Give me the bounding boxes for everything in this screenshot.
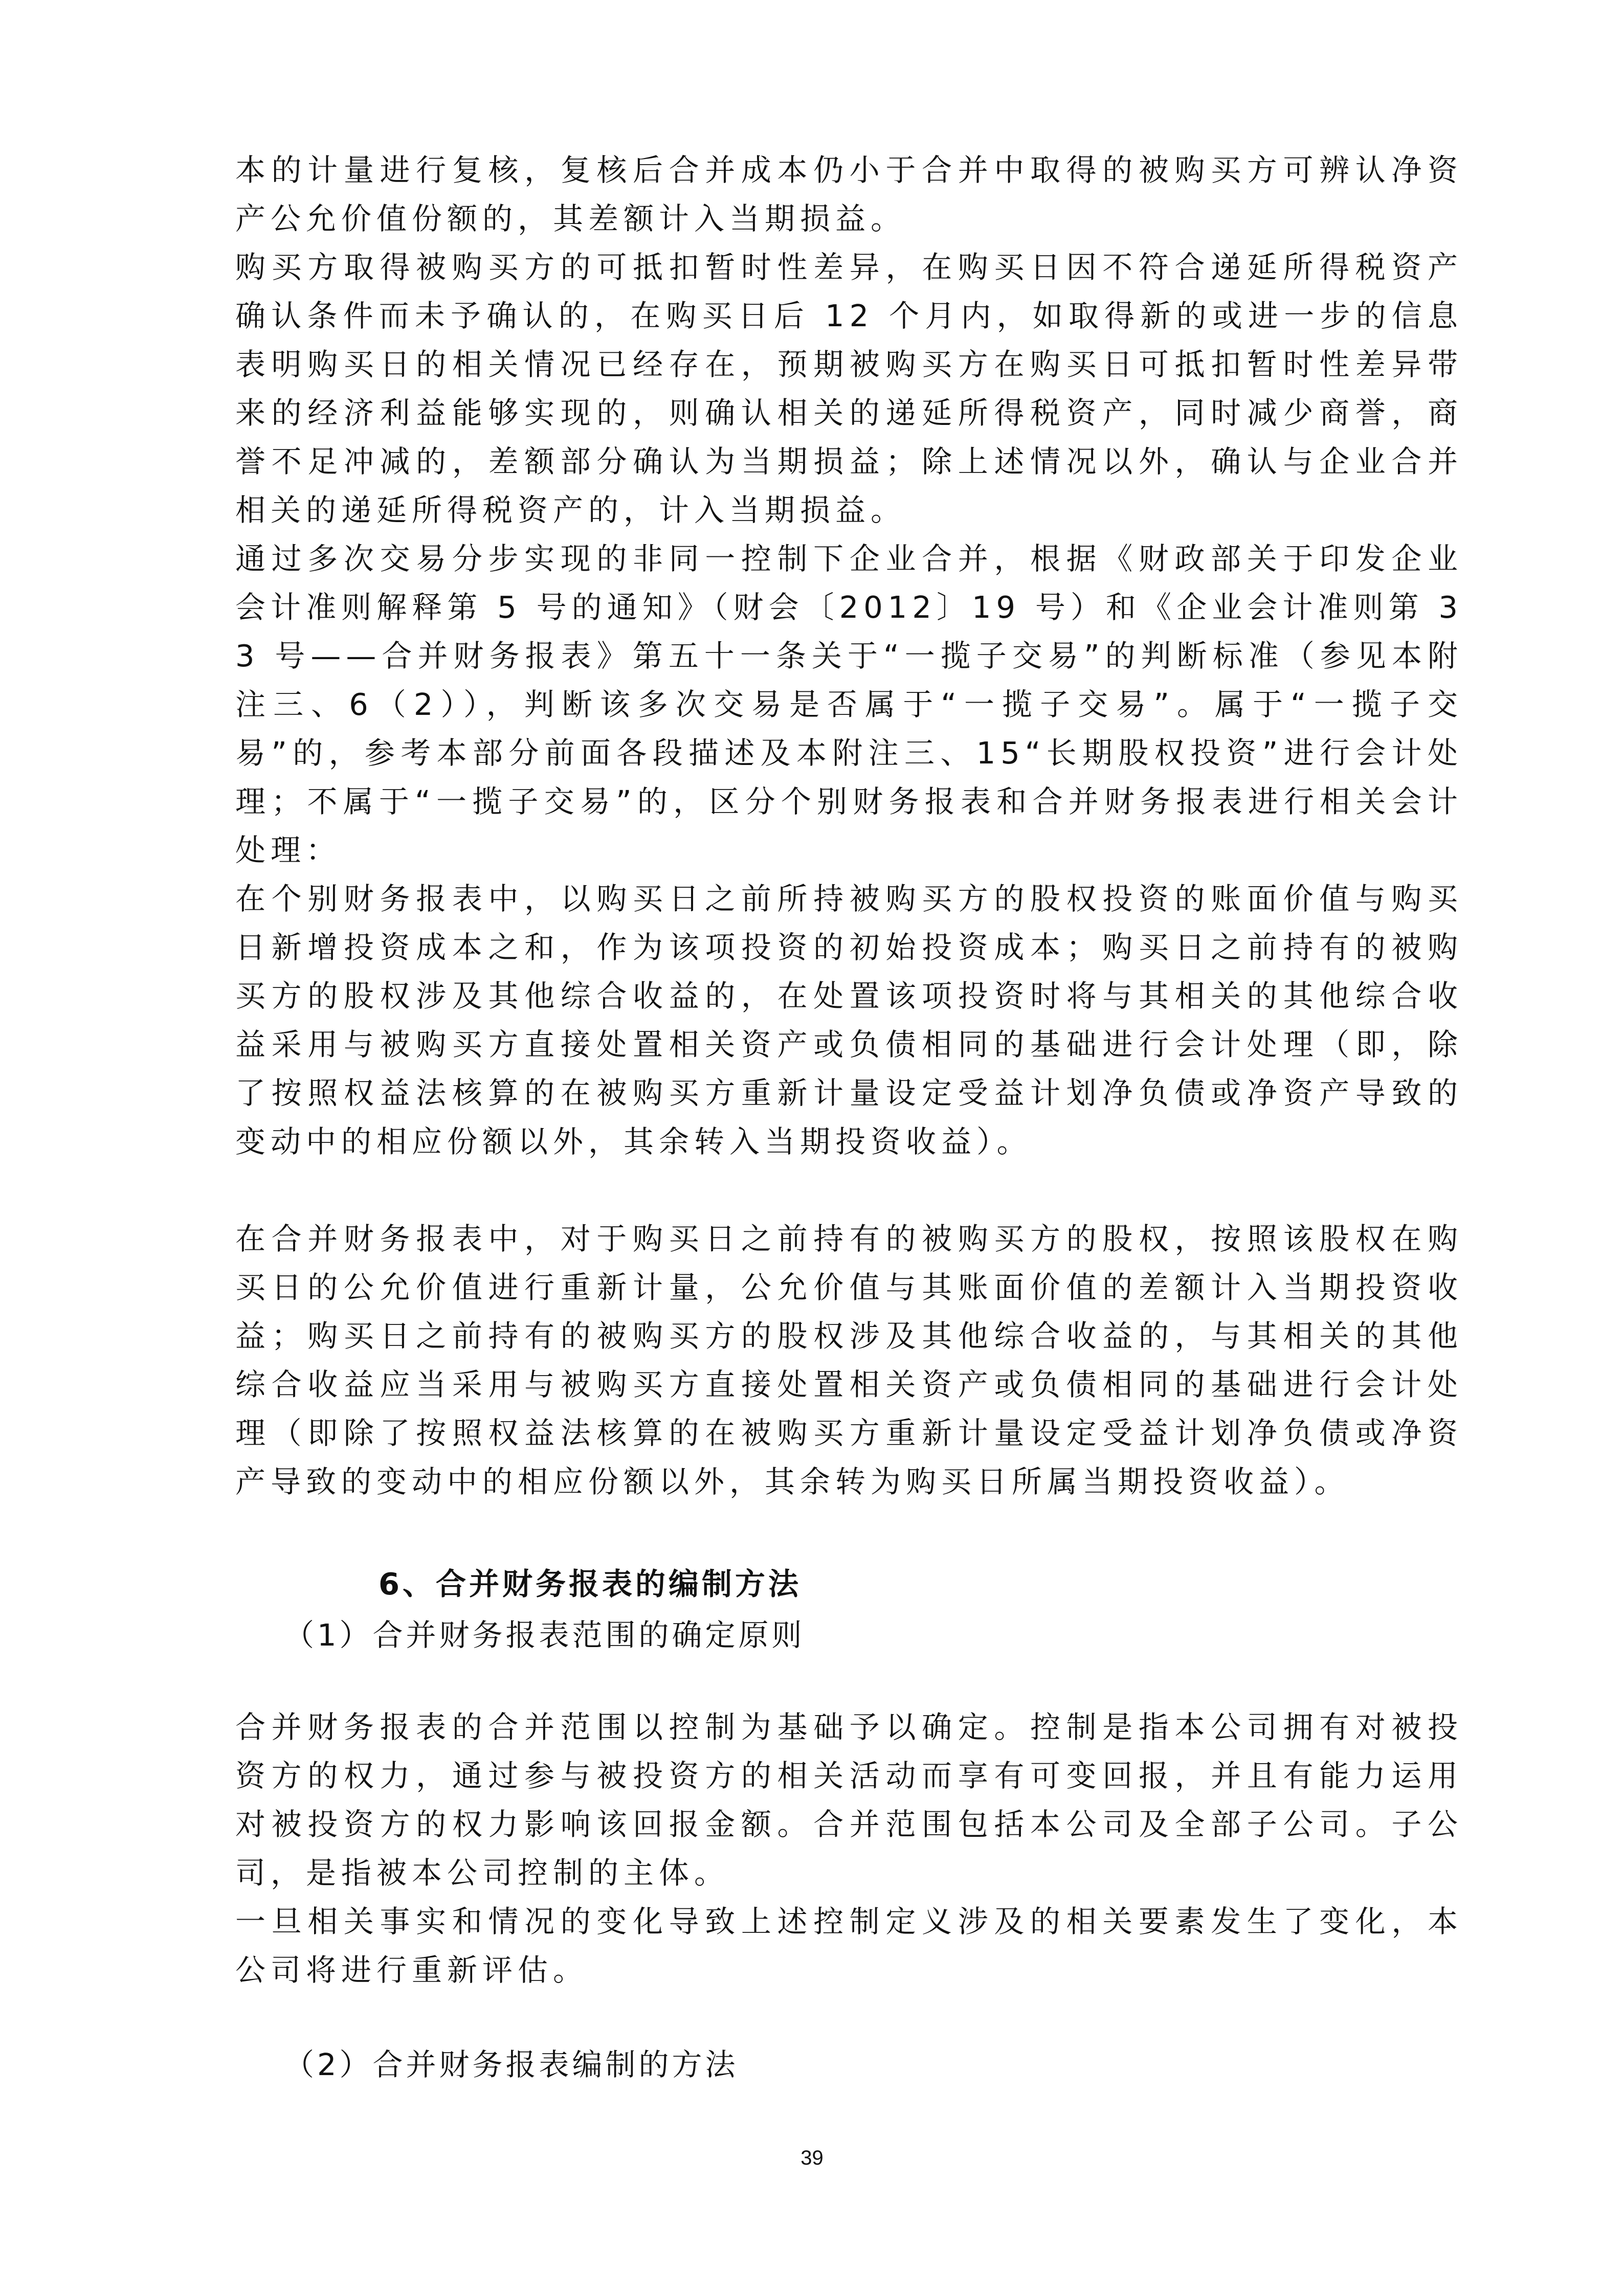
subheading-scope-principle: （1）合并财务报表范围的确定原则 — [284, 1617, 805, 1653]
paragraph-consolidated-statements: 在合并财务报表中，对于购买日之前持有的被购买方的股权，按照该股权在购买日的公允价值进行重新计量，公允价值与其账面价值的差额计入当期投资收益；购买日之前持有的被购买方的股权涉及其他综合收益的，与其相关的其他综合收益应当采用与被购买方直接处置相关资产或负债相同的基础进行会计处理（即除了按照权益法核算的在被购买方重新计量设定受益计划净负债或净资产导致的变动中的相应份额以外，其余转为购买日所属当期投资收益）。 — [235, 1221, 1463, 1499]
paragraph-separate-statements: 在个别财务报表中，以购买日之前所持被购买方的股权投资的账面价值与购买日新增投资成本之和，作为该项投资的初始投资成本；购买日之前持有的被购买方的股权涉及其他综合收益的，在处置该项投资时将与其相关的其他综合收益采用与被购买方直接处置相关资产或负债相同的基础进行会计处理（即，除了按照权益法核算的在被购买方重新计量设定受益计划净负债或净资产导致的变动中的相应份额以外，其余转入当期投资收益）。 — [235, 881, 1463, 1159]
section-heading-6: 6、合并财务报表的编制方法 — [379, 1566, 802, 1602]
paragraph-consolidation-scope: 合并财务报表的合并范围以控制为基础予以确定。控制是指本公司拥有对被投资方的权力，通过参与被投资方的相关活动而享有可变回报，并且有能力运用对被投资方的权力影响该回报金额。合并范围包括本公司及全部子公司。子公司，是指被本公司控制的主体。 — [235, 1709, 1463, 1890]
paragraph-deductible-temporary-difference: 购买方取得被购买方的可抵扣暂时性差异，在购买日因不符合递延所得税资产确认条件而未予确认的，在购买日后 12 个月内，如取得新的或进一步的信息表明购买日的相关情况已经存在，预期被购买方在购买日可抵扣暂时性差异带来的经济利益能够实现的，则确认相关的递延所得税资产，同时减少商誉，商誉不足冲减的，差额部分确认为当期损益；除上述情况以外，确认与企业合并相关的递延所得税资产的，计入当期损益。 — [235, 250, 1463, 528]
paragraph-reassessment: 一旦相关事实和情况的变化导致上述控制定义涉及的相关要素发生了变化，本公司将进行重新评估。 — [235, 1904, 1463, 1988]
subheading-preparation-method: （2）合并财务报表编制的方法 — [284, 2047, 739, 2082]
paragraph-merge-cost-review: 本的计量进行复核，复核后合并成本仍小于合并中取得的被购买方可辨认净资产公允价值份额的，其差额计入当期损益。 — [235, 152, 1463, 236]
page-number: 39 — [800, 2147, 824, 2169]
paragraph-step-acquisition: 通过多次交易分步实现的非同一控制下企业合并，根据《财政部关于印发企业会计准则解释第 5 号的通知》（财会〔2012〕19 号）和《企业会计准则第 33 号——合并财务报表》第五十一条关于“一揽子交易”的判断标准（参见本附注三、6（2）），判断该多次交易是否属于“一揽子交易”。属于“一揽子交易”的，参考本部分前面各段描述及本附注三、15“长期股权投资”进行会计处理；不属于“一揽子交易”的，区分个别财务报表和合并财务报表进行相关会计处理： — [235, 541, 1463, 868]
